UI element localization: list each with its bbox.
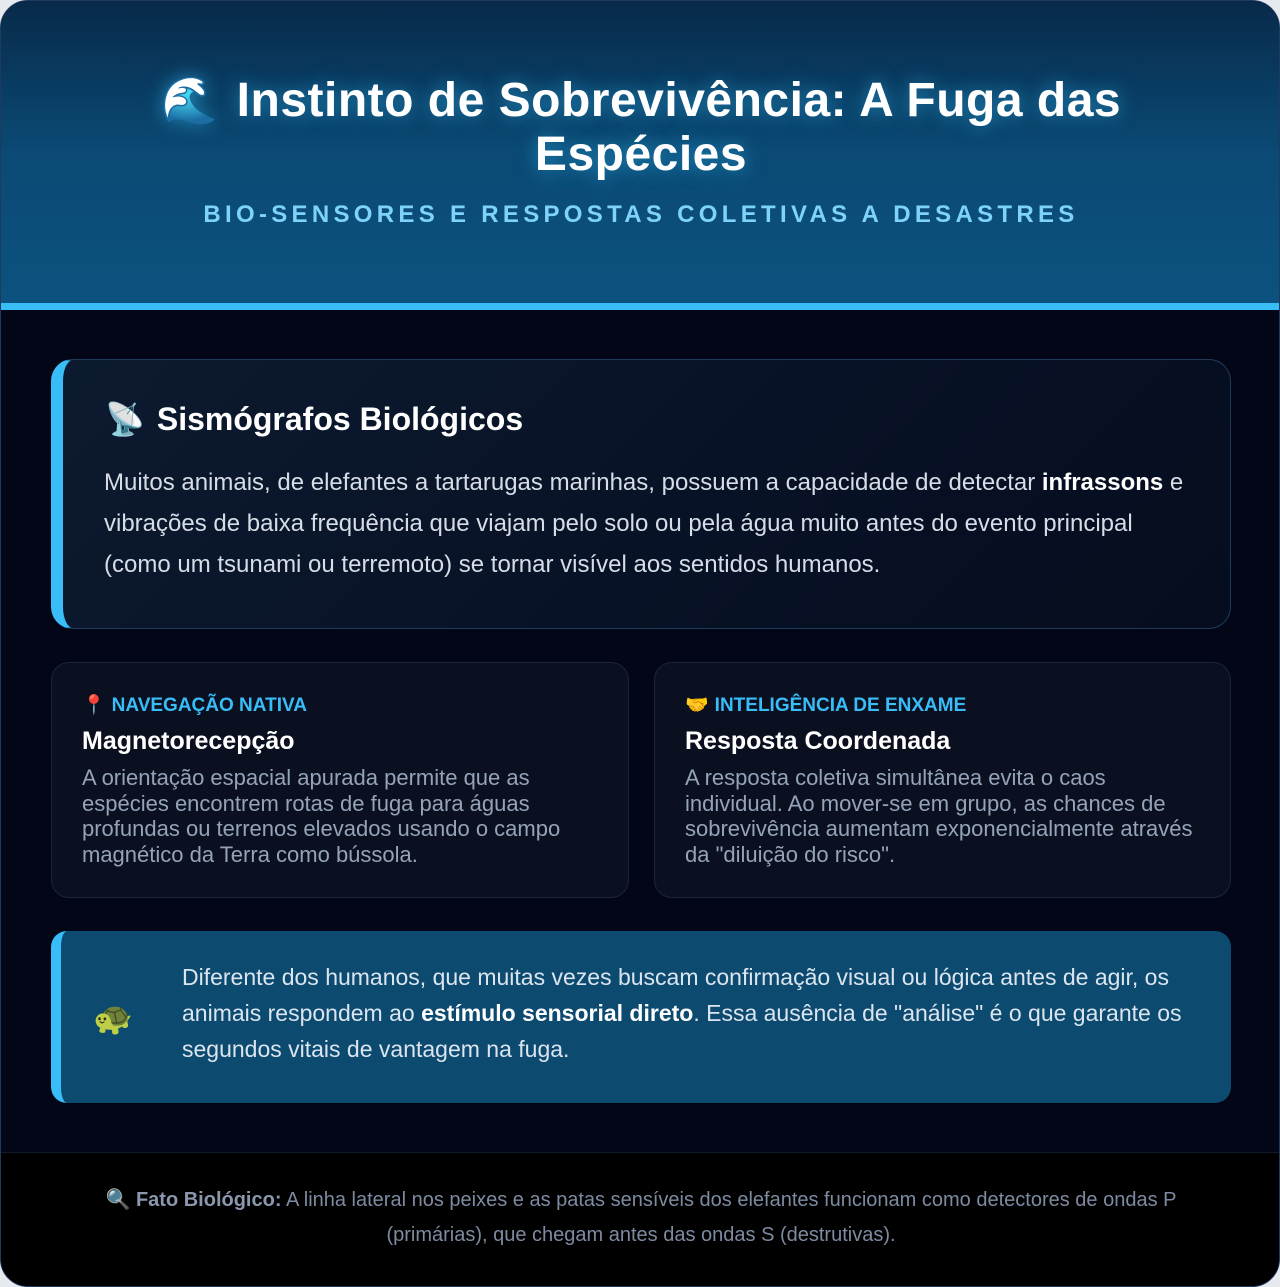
pin-icon: 📍: [82, 695, 106, 716]
feature-title: Magnetorecepção: [82, 727, 295, 755]
info-card-title-text: Sismógrafos Biológicos: [156, 401, 524, 437]
magnifier-icon: 🔍: [105, 1189, 131, 1211]
info-text-part: e vibrações de baixa frequência que viajam pelo solo ou pela água muito antes do evento principal (como um tsunami ou terremoto) se tornar visível aos sentidos humanos.: [104, 469, 1184, 578]
highlight-text-part: Diferente dos humanos, que muitas vezes buscam confirmação visual ou lógica antes de agir, os animais respondem ao: [182, 964, 1169, 1026]
highlight-callout: [51, 931, 1231, 1103]
highlight-text-bold: estímulo sensorial direto: [421, 1000, 694, 1026]
page-subtitle: BIO-SENSORES E RESPOSTAS COLETIVAS A DESASTRES: [203, 201, 1079, 228]
feature-tag-text: INTELIGÊNCIA DE ENXAME: [714, 695, 967, 716]
turtle-icon: 🐢: [93, 1000, 133, 1036]
header: [1, 1, 1280, 303]
footer: [1, 1152, 1280, 1287]
feature-card-navigation: [51, 662, 629, 898]
feature-tag: [685, 693, 966, 717]
footer-fact: [71, 1183, 1211, 1253]
info-text-part: Muitos animais, de elefantes a tartarugas marinhas, possuem a capacidade de detectar: [104, 469, 1042, 496]
highlight-text-part: . Essa ausência de "análise" é o que garante os segundos vitais de vantagem na fuga.: [182, 1000, 1182, 1062]
satellite-dish-icon: 📡: [105, 401, 145, 437]
info-card-biological-seismographs: [51, 359, 1231, 629]
page-title: [101, 73, 1181, 182]
feature-tag-text: NAVEGAÇÃO NATIVA: [111, 695, 307, 716]
footer-text: A linha lateral nos peixes e as patas sensíveis dos elefantes funcionam como detectores de ondas P (primárias), que chegam antes das ondas S (destrutivas).: [281, 1189, 1177, 1246]
wave-icon: 🌊: [160, 74, 219, 126]
info-text-bold: infrassons: [1041, 469, 1164, 496]
info-card-title: [105, 400, 523, 438]
handshake-icon: 🤝: [685, 695, 709, 716]
footer-label: Fato Biológico:: [135, 1189, 282, 1211]
title-text: Instinto de Sobrevivência: A Fuga das Espécies: [236, 74, 1122, 181]
feature-tag: [82, 693, 307, 717]
highlight-text: [182, 959, 1222, 1067]
info-card-text: [104, 462, 1184, 585]
feature-title: Resposta Coordenada: [685, 727, 951, 755]
feature-text: A resposta coletiva simultânea evita o caos individual. Ao mover-se em grupo, as chances de sobrevivência aumentam exponencialmente através da "diluição do risco".: [685, 765, 1193, 867]
header-accent-bar: [1, 303, 1280, 310]
feature-card-swarm-intelligence: [654, 662, 1231, 898]
feature-text: A orientação espacial apurada permite que as espécies encontrem rotas de fuga para águas profundas ou terrenos elevados usando o campo magnético da Terra como bússola.: [82, 765, 561, 867]
